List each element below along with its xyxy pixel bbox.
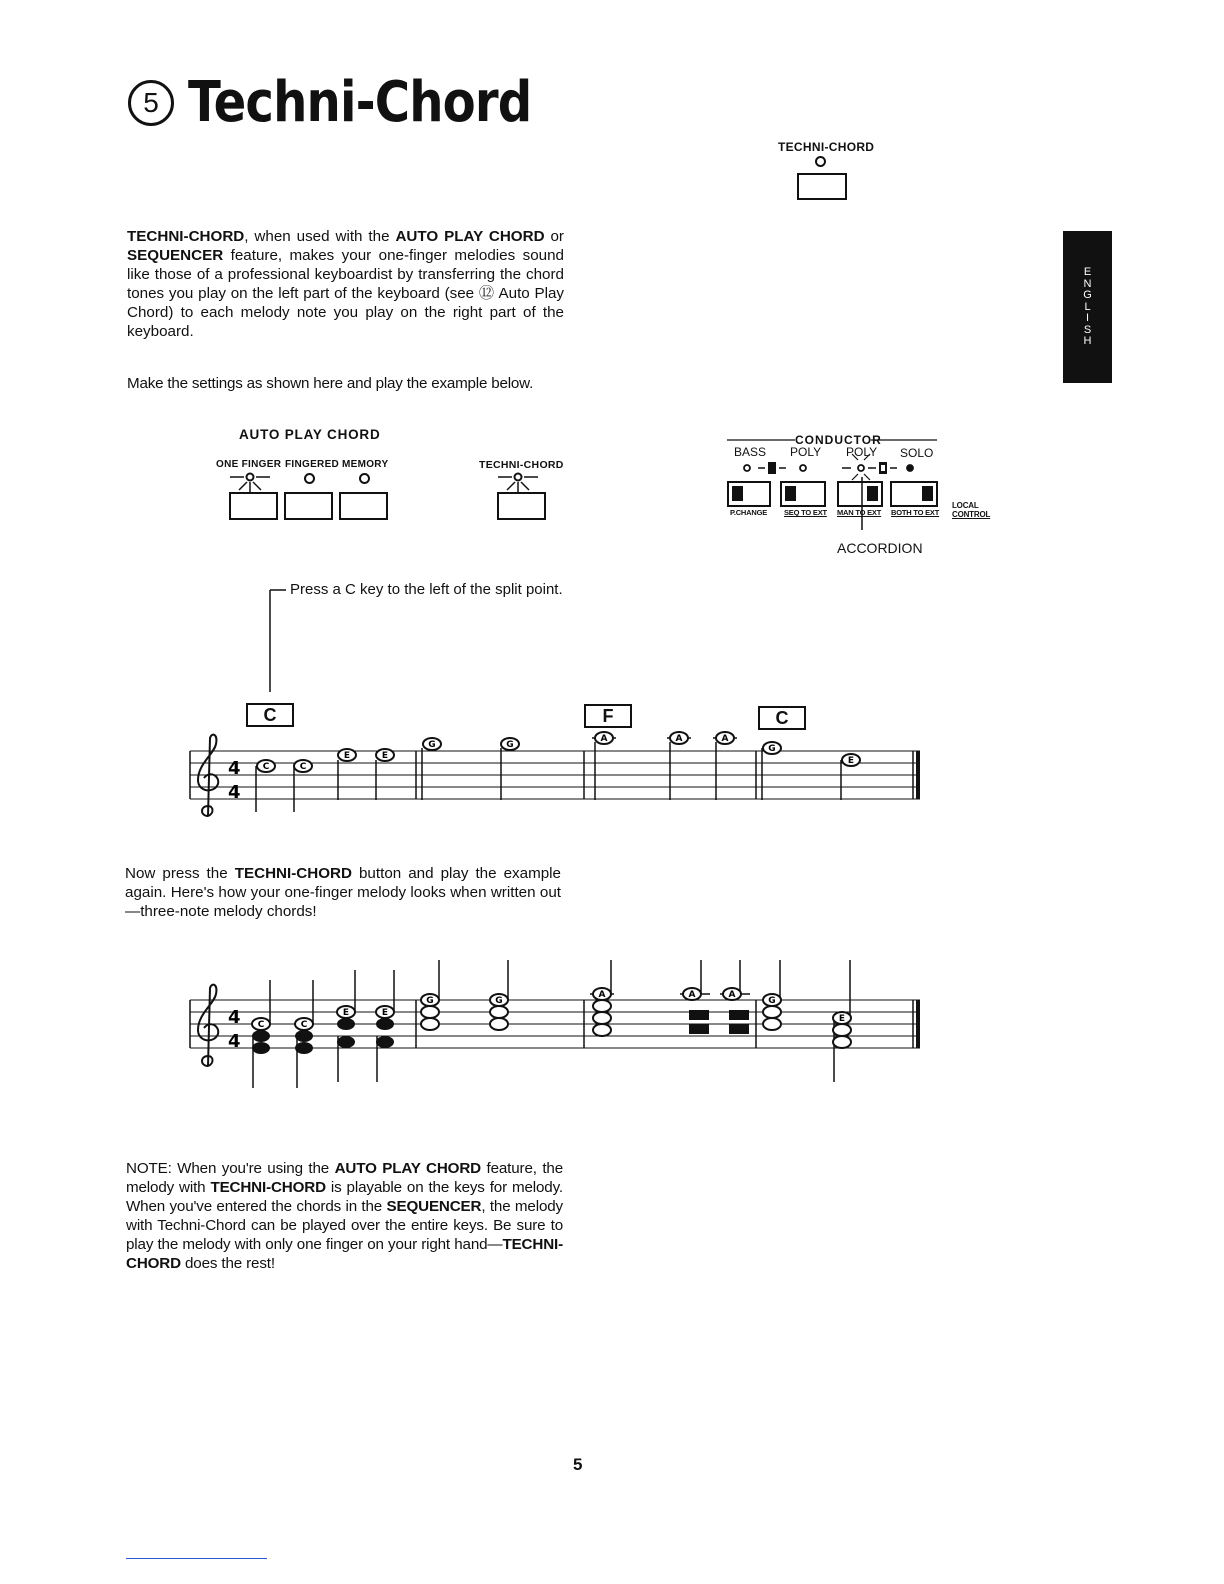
note-e: E <box>838 1014 846 1024</box>
poly-label-2: POLY <box>846 445 878 459</box>
fingered-button[interactable] <box>284 492 333 520</box>
melody-staff-1 <box>186 728 926 820</box>
top-techni-chord-button[interactable] <box>797 173 847 200</box>
note-g: G <box>428 740 436 750</box>
note-c: C <box>257 1020 265 1030</box>
techni-chord-setting-button[interactable] <box>497 492 546 520</box>
note-g: G <box>506 740 514 750</box>
chord-box-c: C <box>246 703 294 727</box>
note-g: G <box>426 996 434 1006</box>
note-e: E <box>342 1008 350 1018</box>
svg-text:4: 4 <box>228 758 241 779</box>
note-g: G <box>495 996 503 1006</box>
one-finger-label: ONE FINGER <box>216 459 282 470</box>
page-number: 5 <box>573 1455 583 1474</box>
tab-letter: L <box>1084 300 1091 313</box>
techni-chord-led-lit-icon <box>495 468 545 494</box>
p-change-label: P.CHANGE <box>730 508 768 517</box>
fingered-led <box>304 473 315 484</box>
note-a: A <box>675 734 683 744</box>
note-g: G <box>768 996 776 1006</box>
memory-led <box>359 473 370 484</box>
title-text: Techni-Chord <box>188 70 532 135</box>
one-finger-led-lit-icon <box>225 468 275 494</box>
solo-label: SOLO <box>900 446 934 460</box>
memory-button[interactable] <box>339 492 388 520</box>
note-c: C <box>300 1020 308 1030</box>
note-a: A <box>688 990 696 1000</box>
local-label: LOCAL <box>952 501 979 510</box>
note-a: A <box>598 990 606 1000</box>
chord-box-c: C <box>758 706 806 730</box>
note-e: E <box>381 1008 389 1018</box>
svg-text:4: 4 <box>228 1031 241 1052</box>
both-to-ext-label: BOTH TO EXT <box>891 508 940 517</box>
note-e: E <box>381 751 389 761</box>
note-c: C <box>262 762 270 772</box>
control-label: CONTROL <box>952 510 991 519</box>
techni-chord-explanation: Now press the TECHNI-CHORD button and play the example again. Here's how your one-finger melody looks when written out—three-note melody chords! <box>125 865 561 920</box>
memory-label: MEMORY <box>342 459 389 470</box>
note-e: E <box>847 756 855 766</box>
seq-to-ext-label: SEQ TO EXT <box>784 508 827 517</box>
svg-text:4: 4 <box>228 1007 241 1028</box>
note-e: E <box>343 751 351 761</box>
tab-letter: E <box>1083 266 1092 278</box>
conductor-title: CONDUCTOR <box>795 433 882 447</box>
language-tab <box>1063 231 1112 383</box>
fingered-label: FINGERED <box>285 459 340 470</box>
chord-box-f: F <box>584 704 632 728</box>
tab-letter: G <box>1083 289 1092 301</box>
bass-label: BASS <box>734 445 767 459</box>
press-c-instruction: Press a C key to the left of the split point. <box>290 581 563 598</box>
accordion-label: ACCORDION <box>837 540 923 556</box>
tab-letter: I <box>1085 312 1090 324</box>
settings-instruction: Make the settings as shown here and play the example below. <box>127 375 534 392</box>
svg-text:4: 4 <box>228 782 241 803</box>
note-a: A <box>721 734 729 744</box>
note-c: C <box>299 762 307 772</box>
tab-letter: N <box>1083 277 1092 290</box>
techni-chord-setting-label: TECHNI-CHORD <box>479 459 564 471</box>
note-a: A <box>728 990 736 1000</box>
man-to-ext-label: MAN TO EXT <box>837 508 882 517</box>
section-number: 5 <box>128 80 174 126</box>
note-g: G <box>768 744 776 754</box>
intro-paragraph: TECHNI-CHORD, when used with the AUTO PLAY CHORD or SEQUENCER feature, makes your one-finger melodies sound like those of a professional keyboardist by transferring the chord tones you play on the left part of the keyboard (see ⑫ Auto Play Chord) to each melody note you play on the right part of the keyboard. <box>127 228 565 340</box>
one-finger-button[interactable] <box>229 492 278 520</box>
instruction-pointer-line <box>268 584 292 694</box>
page-title <box>128 70 587 135</box>
footer-rule <box>126 1558 267 1559</box>
auto-play-chord-title: AUTO PLAY CHORD <box>239 427 381 442</box>
note-paragraph: NOTE: When you're using the AUTO PLAY CHORD feature, the melody with TECHNI-CHORD is playable on the keys for melody. When you've entered the chords in the SEQUENCER, the melody with Techni-Chord can be played over the entire keys. Be sure to play the melody with only one finger on your right hand—TECHNI-CHORD does the rest! <box>126 1160 564 1272</box>
tab-letter: S <box>1083 323 1092 336</box>
tab-letter: H <box>1083 335 1092 347</box>
melody-staff-2 <box>186 960 926 1090</box>
note-a: A <box>600 734 608 744</box>
poly-label-1: POLY <box>790 445 822 459</box>
top-techni-chord-label: TECHNI-CHORD <box>778 140 875 154</box>
top-techni-chord-led <box>815 156 826 167</box>
